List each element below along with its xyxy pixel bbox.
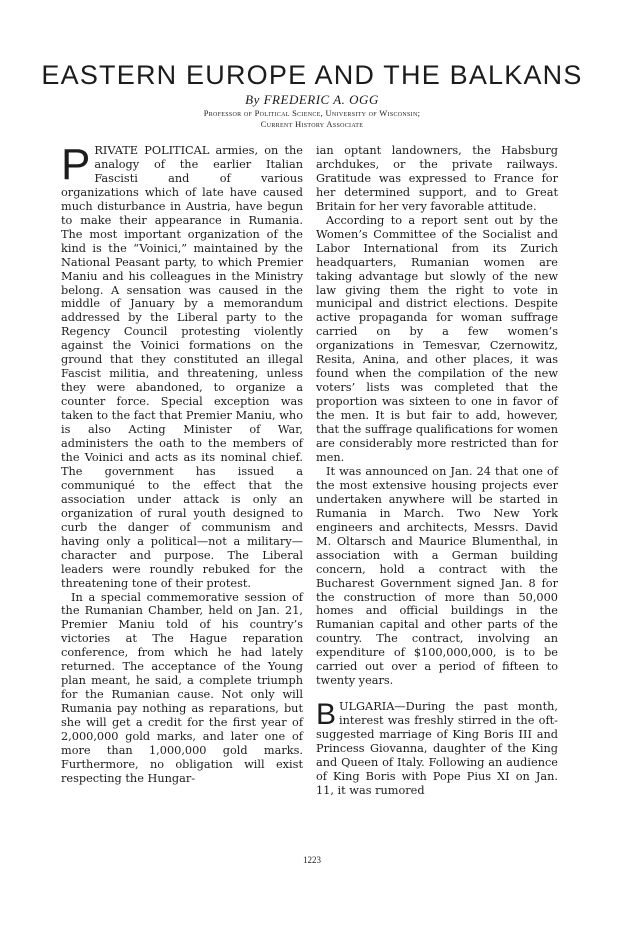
paragraph-text: RIVATE POLITICAL armies, on the analogy of the earlier Italian Fascisti and of various organizations which of late have caused much disturbance in Austria, have begun to make their appearance in Rumania. The most important organization of the kind is the “Voinici,” maintained by the National Peasant party, to which Premier Maniu and his colleagues in the Ministry belong. A sensation was caused in the middle of January by a memorandum addressed by the Liberal party to the Regency Council protesting violently against the Voinici formations on the ground that they constituted an illegal Fascist militia, and threatening, unless they were abandoned, to organize a counter force. Special exception was taken to the fact that Premier Maniu, who is also Acting Minister of War, administers the oath to the members of the Voinici and acts as its nominal chief. The government has issued a communiqué to the effect that the association under attack is only an organization of rural youth designed to curb the danger of communism and having only a political—not a military—character and purpose. The Liberal leaders were roundly rebuked for the threatening tone of their protest. bbox=[61, 144, 303, 590]
author-affiliation-secondary: Current History Associate bbox=[260, 119, 364, 129]
section-gap bbox=[316, 688, 558, 700]
byline: By FREDERIC A. OGG bbox=[245, 92, 379, 107]
author-affiliation: Professor of Political Science, University of Wisconsin; bbox=[203, 108, 421, 118]
paragraph: According to a report sent out by the Women’s Committee of the Socialist and Labor International from its Zurich headquarters, Rumanian women are taking advantage but slowly of the new law giving them the right to vote in municipal and district elections. Despite active propaganda for woman suffrage carried on by a few women’s organizations in Temesvar, Czernowitz, Resita, Anina, and other places, it was found when the compilation of the new voters’ lists was completed that the proportion was sixteen to one in favor of the men. It is but fair to add, however, that the suffrage qualifications for women are considerably more restricted than for men. bbox=[316, 213, 558, 464]
article-title: EASTERN EUROPE AND THE BALKANS bbox=[41, 60, 583, 90]
drop-cap: B bbox=[316, 698, 337, 732]
right-column bbox=[316, 144, 558, 798]
paragraph: ian optant landowners, the Habsburg archdukes, or the private railways. Gratitude was expressed to France for her determined support, and to Great Britain for her very favorable attitude. bbox=[316, 144, 558, 213]
left-column bbox=[61, 140, 303, 786]
drop-cap: P bbox=[61, 140, 91, 189]
page-number: 1223 bbox=[303, 855, 321, 865]
paragraph bbox=[316, 700, 558, 798]
paragraph: It was announced on Jan. 24 that one of the most extensive housing projects ever undertaken anywhere will be started in Rumania in March. Two New York engineers and architects, Messrs. David M. Oltarsch and Maurice Blumenthal, in association with a German building concern, hold a contract with the Bucharest Government signed Jan. 8 for the construction of more than 50,000 homes and official buildings in the Rumanian capital and other parts of the country. The contract, involving an expenditure of $100,000,000, is to be carried out over a period of fifteen to twenty years. bbox=[316, 464, 558, 688]
paragraph: In a special commemorative session of the Rumanian Chamber, held on Jan. 21, Premier Maniu told of his country’s victories at The Hague reparation conference, from which he had lately returned. The acceptance of the Young plan meant, he said, a complete triumph for the Rumanian cause. Not only will Rumania pay nothing as reparations, but she will get a credit for the first year of 2,000,000 gold marks, and later one of more than 1,000,000 gold marks. Furthermore, no obligation will exist respecting the Hungar- bbox=[61, 590, 303, 785]
paragraph bbox=[61, 140, 303, 591]
paragraph-text: ULGARIA—During the past month, interest was freshly stirred in the oft-suggested marriage of King Boris III and Princess Giovanna, daughter of the King and Queen of Italy. Following an audience of King Boris with Pope Pius XI on Jan. 11, it was rumored bbox=[316, 700, 558, 797]
